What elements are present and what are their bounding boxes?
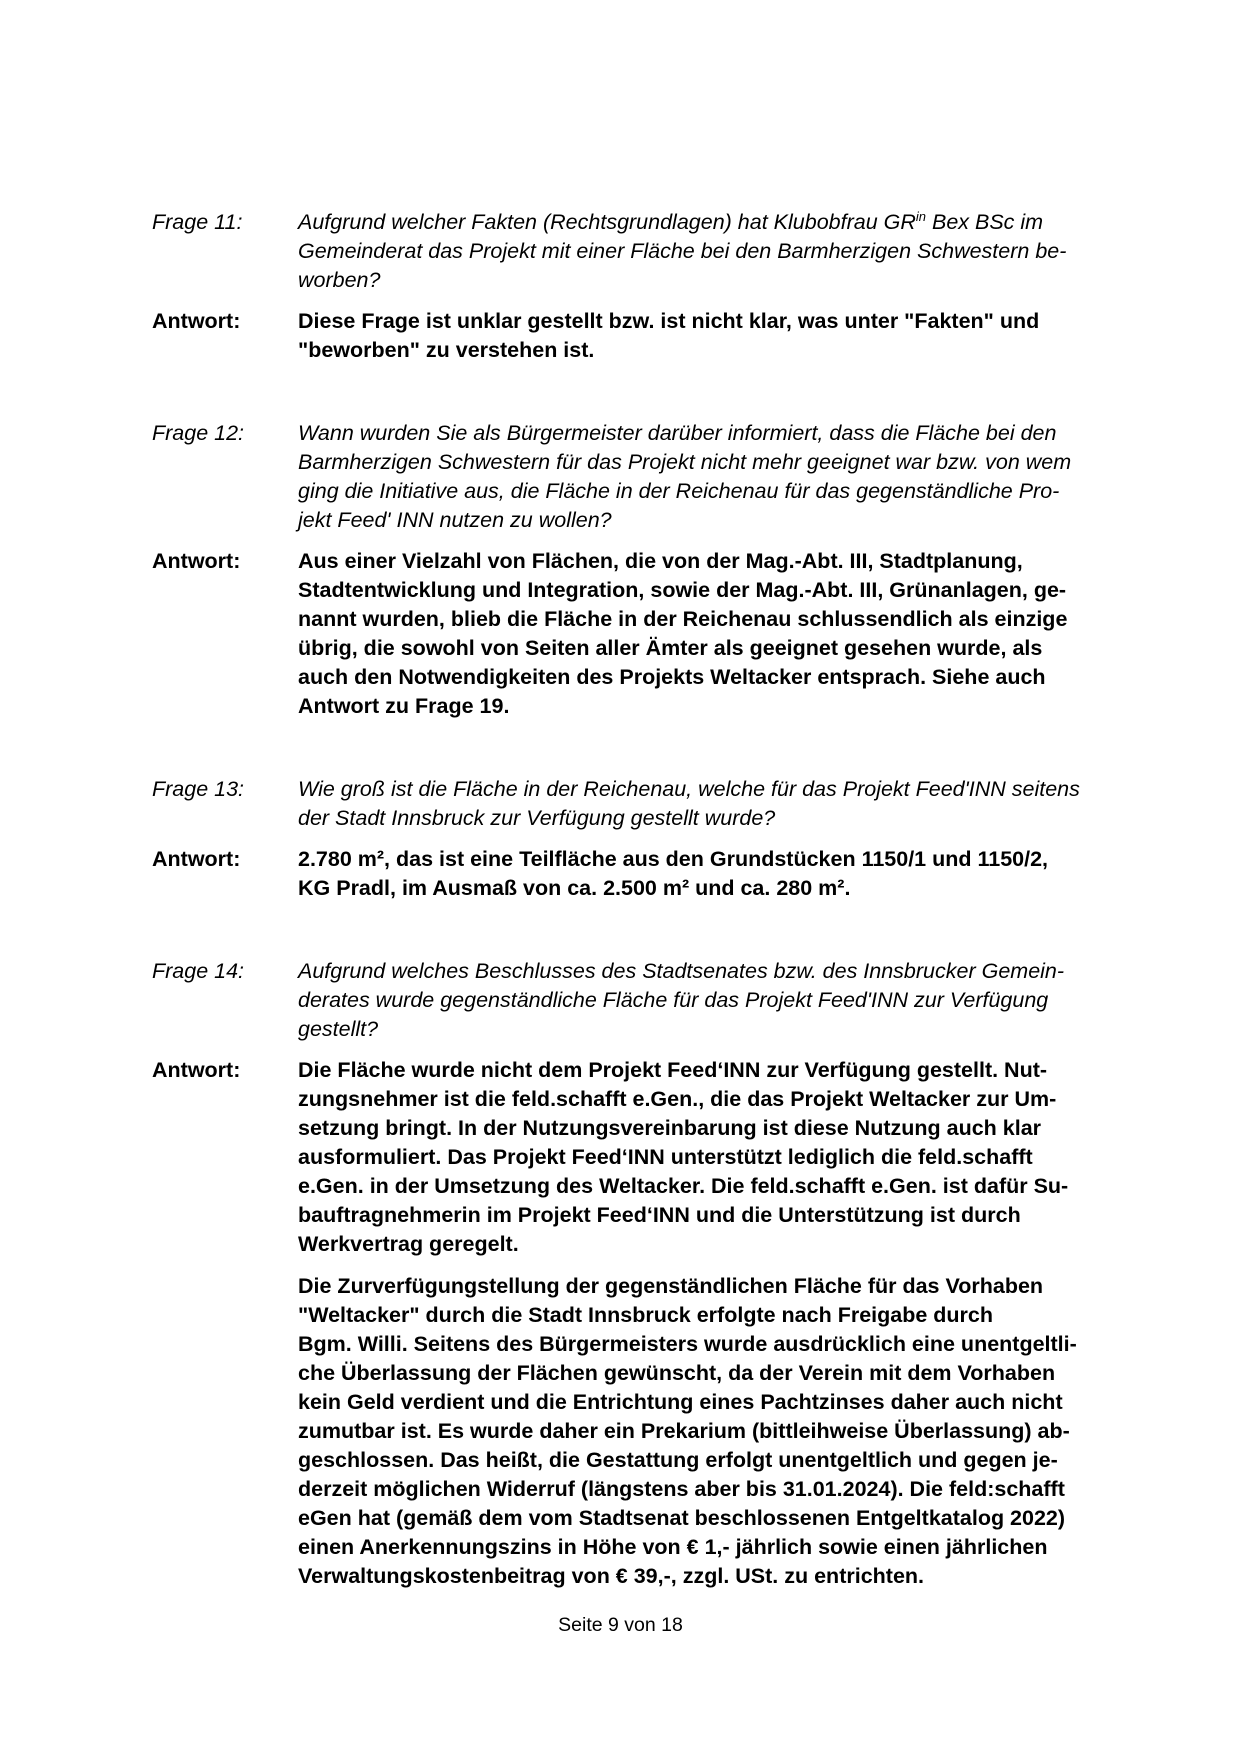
answer-label: Antwort: — [152, 309, 241, 333]
qa-block-11 — [152, 208, 1132, 365]
answer-line: Diese Frage ist unklar gestellt bzw. ist nicht klar, was unter "Fakten" und — [298, 309, 1040, 333]
qa-block-13 — [152, 775, 1132, 903]
question-label: Frage 13: — [152, 777, 245, 801]
answer-line: "beworben" zu verstehen ist. — [298, 338, 595, 362]
answer-line: eGen hat (gemäß dem vom Stadtsenat beschlossenen Entgeltkatalog 2022) — [298, 1506, 1066, 1530]
answer-text — [298, 307, 1132, 365]
answer-line: nannt wurden, blieb die Fläche in der Reichenau schlussendlich als einzige — [298, 607, 1068, 631]
answer-line: "Weltacker" durch die Stadt Innsbruck erfolgte nach Freigabe durch — [298, 1303, 994, 1327]
qa-block-12 — [152, 419, 1132, 721]
answer-line: Die Fläche wurde nicht dem Projekt Feed‘INN zur Verfügung gestellt. Nut- — [298, 1058, 1048, 1082]
page-number: Seite 9 von 18 — [558, 1614, 683, 1636]
answer-12 — [152, 547, 1132, 721]
answer-paragraph — [298, 307, 1132, 365]
answer-line: KG Pradl, im Ausmaß von ca. 2.500 m² und ca. 280 m². — [298, 876, 851, 900]
qa-content — [152, 208, 1132, 1591]
answer-label: Antwort: — [152, 847, 241, 871]
qa-block-14 — [152, 957, 1132, 1591]
answer-line: auch den Notwendigkeiten des Projekts Weltacker entsprach. Siehe auch — [298, 665, 1046, 689]
answer-paragraph — [298, 1056, 1132, 1259]
question-line: gestellt? — [298, 1017, 379, 1041]
question-text — [298, 957, 1132, 1044]
question-label: Frage 12: — [152, 421, 245, 445]
answer-line: ausformuliert. Das Projekt Feed‘INN unterstützt lediglich die feld.schafft — [298, 1145, 1033, 1169]
answer-line: einen Anerkennungszins in Höhe von € 1,- jährlich sowie einen jährlichen — [298, 1535, 1048, 1559]
question-line: Barmherzigen Schwestern für das Projekt nicht mehr geeignet war bzw. von wem — [298, 450, 1072, 474]
answer-text — [298, 1056, 1132, 1591]
question-12 — [152, 419, 1132, 535]
answer-paragraph — [298, 845, 1132, 903]
answer-line: Die Zurverfügungstellung der gegenständlichen Fläche für das Vorhaben — [298, 1274, 1044, 1298]
answer-text — [298, 547, 1132, 721]
question-label: Frage 11: — [152, 210, 243, 234]
answer-line: setzung bringt. In der Nutzungsvereinbarung ist diese Nutzung auch klar — [298, 1116, 1042, 1140]
question-line: jekt Feed' INN nutzen zu wollen? — [298, 508, 612, 532]
answer-text — [298, 845, 1132, 903]
answer-line: Verwaltungskostenbeitrag von € 39,-, zzgl. USt. zu entrichten. — [298, 1564, 925, 1588]
answer-line: 2.780 m², das ist eine Teilfläche aus den Grundstücken 1150/1 und 1150/2, — [298, 847, 1049, 871]
question-line: der Stadt Innsbruck zur Verfügung gestellt wurde? — [298, 806, 776, 830]
answer-line: che Überlassung der Flächen gewünscht, da der Verein mit dem Vorhaben — [298, 1361, 1056, 1385]
answer-label: Antwort: — [152, 549, 241, 573]
question-line: ging die Initiative aus, die Fläche in der Reichenau für das gegenständliche Pro- — [298, 479, 1060, 503]
answer-line: geschlossen. Das heißt, die Gestattung erfolgt unentgeltlich und gegen je- — [298, 1448, 1058, 1472]
question-label: Frage 14: — [152, 959, 245, 983]
answer-13 — [152, 845, 1132, 903]
question-line: Aufgrund welches Beschlusses des Stadtsenates bzw. des Innsbrucker Gemein- — [298, 959, 1065, 983]
answer-11 — [152, 307, 1132, 365]
question-11 — [152, 208, 1132, 295]
answer-line: Bgm. Willi. Seitens des Bürgermeisters wurde ausdrücklich eine unentgeltli- — [298, 1332, 1077, 1356]
answer-line: bauftragnehmerin im Projekt Feed‘INN und die Unterstützung ist durch — [298, 1203, 1021, 1227]
superscript: in — [915, 208, 926, 224]
question-line: Gemeinderat das Projekt mit einer Fläche bei den Barmherzigen Schwestern be- — [298, 239, 1067, 263]
answer-line: Antwort zu Frage 19. — [298, 694, 510, 718]
question-line: worben? — [298, 268, 381, 292]
question-line: Aufgrund welcher Fakten (Rechtsgrundlagen) hat Klubobfrau $GR^{in}$ Bex BSc im — [298, 208, 1044, 234]
question-text — [298, 419, 1132, 535]
answer-line: Aus einer Vielzahl von Flächen, die von der Mag.-Abt. III, Stadtplanung, — [298, 549, 1023, 573]
answer-line: e.Gen. in der Umsetzung des Weltacker. Die feld.schafft e.Gen. ist dafür Su- — [298, 1174, 1069, 1198]
answer-paragraph — [298, 1272, 1132, 1591]
question-13 — [152, 775, 1132, 833]
question-line: derates wurde gegenständliche Fläche für das Projekt Feed'INN zur Verfügung — [298, 988, 1049, 1012]
answer-line: zumutbar ist. Es wurde daher ein Prekarium (bittleihweise Überlassung) ab- — [298, 1419, 1070, 1443]
answer-line: übrig, die sowohl von Seiten aller Ämter als geeignet gesehen wurde, als — [298, 636, 1043, 660]
answer-line: kein Geld verdient und die Entrichtung eines Pachtzinses daher auch nicht — [298, 1390, 1063, 1414]
answer-line: Werkvertrag geregelt. — [298, 1232, 519, 1256]
question-text — [298, 775, 1132, 833]
question-line: Wann wurden Sie als Bürgermeister darüber informiert, dass die Fläche bei den — [298, 421, 1057, 445]
answer-14 — [152, 1056, 1132, 1591]
question-14 — [152, 957, 1132, 1044]
answer-paragraph — [298, 547, 1132, 721]
answer-line: zungsnehmer ist die feld.schafft e.Gen., die das Projekt Weltacker zur Um- — [298, 1087, 1057, 1111]
question-text — [298, 208, 1132, 295]
answer-line: derzeit möglichen Widerruf (längstens aber bis 31.01.2024). Die feld:schafft — [298, 1477, 1065, 1501]
question-line: Wie groß ist die Fläche in der Reichenau, welche für das Projekt Feed'INN seitens — [298, 777, 1080, 801]
answer-line: Stadtentwicklung und Integration, sowie der Mag.-Abt. III, Grünanlagen, ge- — [298, 578, 1067, 602]
answer-label: Antwort: — [152, 1058, 241, 1082]
